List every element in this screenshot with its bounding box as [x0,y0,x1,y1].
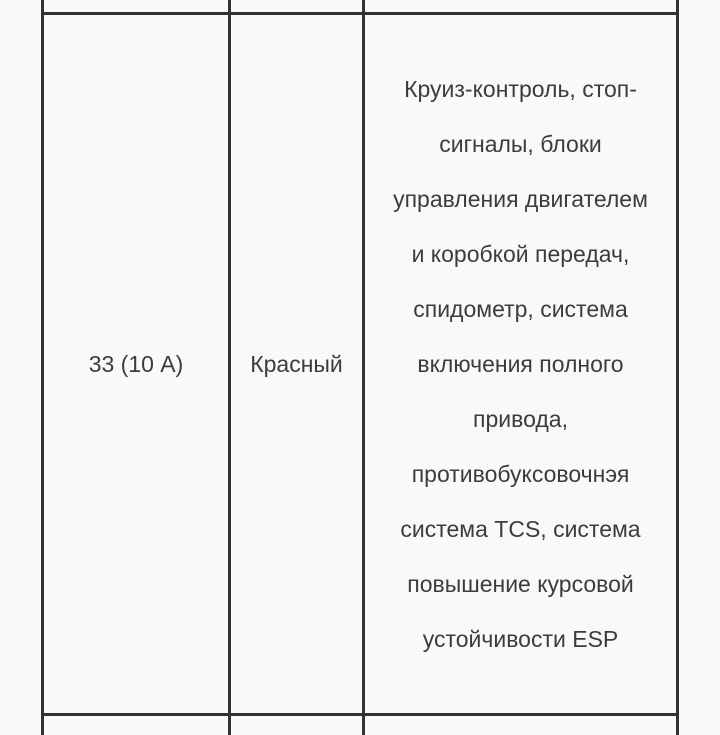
description-line: управления двигателем [393,185,648,212]
description-line: сигналы, блоки [439,130,602,157]
fuse-color-text: Красный [250,350,343,377]
description-line: противобуксовочнэя [411,460,630,487]
fuse-description-cell [365,15,676,713]
description-line: спидометр, система [413,295,628,322]
table-border-right [676,0,679,735]
description-line: система TCS, система [400,515,641,542]
fuse-color-cell [231,15,362,713]
description-line: включения полного [417,350,624,377]
table-row-divider-bottom [41,713,679,716]
description-line: повышение курсовой [407,570,634,597]
fuse-number-text: 33 (10 А) [88,350,184,377]
description-line: устойчивости ESP [422,625,619,652]
description-line: Круиз-контроль, стоп- [404,75,637,102]
description-line: привода, [473,405,568,432]
fuse-number-cell [44,15,228,713]
description-line: и коробкой передач, [411,240,630,267]
